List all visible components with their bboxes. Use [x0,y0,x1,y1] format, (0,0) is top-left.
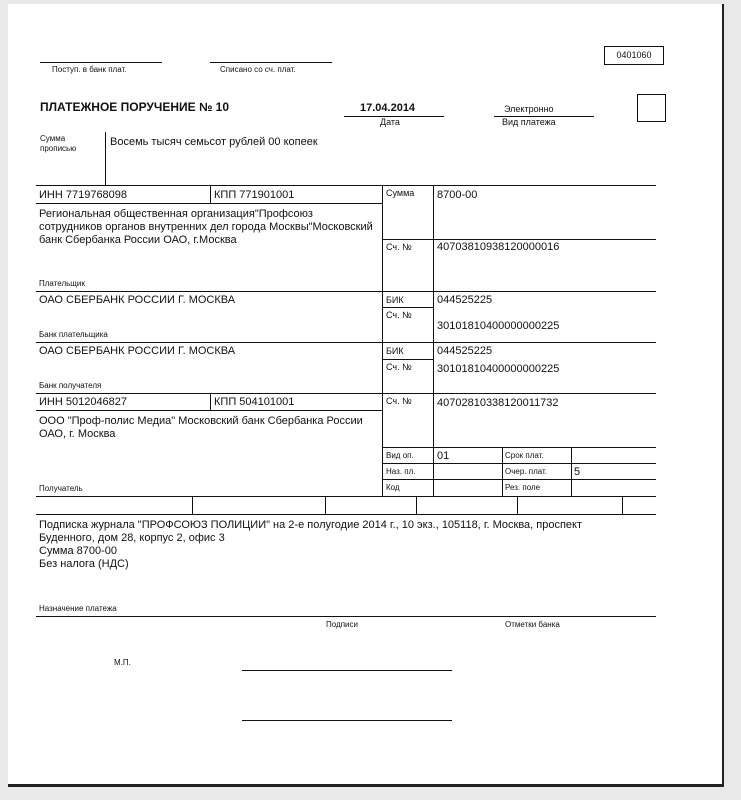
debited-label: Списано со сч. плат. [220,65,296,74]
payee-bank-bik-label: БИК [386,346,404,356]
payer-bank-label: Банк плательщика [39,330,108,339]
purpose-line-2: Буденного, дом 28, корпус 2, офис 3 [39,532,225,544]
payee-bank-name: ОАО СБЕРБАНК РОССИИ Г. МОСКВА [39,345,236,357]
received-label: Поступ. в банк плат. [52,65,127,74]
grid-line-287 [36,291,656,292]
grid-line-199 [36,203,382,204]
tax-vline-2 [325,496,326,514]
document-title: ПЛАТЕЖНОЕ ПОРУЧЕНИЕ № 10 [40,100,230,114]
payment-type-label: Вид платежа [502,117,556,127]
grid-line-475 [382,479,656,480]
purpose-code-label: Наз. пл. [386,467,416,476]
tax-vline-5 [622,496,623,514]
payer-bank-bik-label: БИК [386,295,404,305]
tax-vline-3 [416,496,417,514]
payer-bank-acc: 30101810400000000225 [437,320,560,332]
tax-vline-4 [517,496,518,514]
purpose-line-4: Без налога (НДС) [39,558,129,570]
grid-vline-425 [433,185,434,496]
code-label: Код [386,483,400,492]
payment-type-value: Электронно [504,104,554,114]
amount-value: 8700-00 [437,189,478,201]
grid-line-510 [36,514,656,515]
payee-bank-label: Банк получателя [39,381,102,390]
purpose-line-3: Сумма 8700-00 [39,545,117,557]
grid-vline-374 [382,185,383,496]
grid-vline-494 [502,447,503,496]
payee-account-value: 40702810338120011732 [437,397,559,409]
grid-line-355 [382,359,433,360]
amount-words-value: Восемь тысяч семьсот рублей 00 копеек [110,136,318,148]
payer-bank-acc-label: Сч. № [386,310,412,320]
amount-words-label-1: Сумма [40,134,66,143]
payer-bank-bik: 044525225 [437,294,493,306]
payee-name: ООО "Проф-полис Медиа" Московский банк Сбербанка России ОАО, г. Москва [39,415,363,440]
form-code: 0401060 [604,46,664,65]
grid-line-235 [382,239,656,240]
payer-account-value: 40703810938120000016 [437,241,560,253]
grid-vline-202a [210,185,211,203]
payee-bank-acc-label: Сч. № [386,362,412,372]
grid-line-406 [36,410,382,411]
signature-line-2 [242,720,452,721]
purpose-label: Назначение платежа [39,604,117,613]
grid-line-492 [36,496,656,497]
payee-kpp: КПП 504101001 [214,396,295,408]
amount-words-divider [105,132,106,185]
grid-vline-563 [571,447,572,496]
priority-label: Очер. плат. [505,467,548,476]
payee-account-label: Сч. № [386,396,412,406]
grid-vline-202b [210,393,211,410]
grid-line-459 [382,463,656,464]
empty-mark-box [637,94,666,122]
payer-name: Региональная общественная организация"Профсоюз сотрудников органов внутренних дел города Москвы"Московский банк Сбербанка России ОАО, г.Москва [39,208,373,246]
stamp-label: М.П. [114,658,131,667]
amount-words-label-2: прописью [40,144,77,153]
payer-bank-name: ОАО СБЕРБАНК РОССИИ Г. МОСКВА [39,294,236,306]
date-label: Дата [380,117,400,127]
payer-account-label: Сч. № [386,242,412,252]
payee-bank-acc: 30101810400000000225 [437,363,560,375]
tax-vline-1 [192,496,193,514]
grid-line-443 [382,447,656,448]
op-type-value: 01 [437,450,450,462]
grid-line-181 [36,185,656,186]
payee-bank-bik: 044525225 [437,345,493,357]
signatures-label: Подписи [326,620,358,629]
date-value: 17.04.2014 [360,102,416,114]
purpose-line-1: Подписка журнала "ПРОФСОЮЗ ПОЛИЦИИ" на 2-е полугодие 2014 г., 10 экз., 105118, г. Москва, проспект [39,519,583,531]
payer-kpp: КПП 771901001 [214,189,295,201]
received-line [40,62,162,63]
grid-line-303 [382,307,433,308]
debited-line [210,62,332,63]
payment-order-sheet [8,4,724,787]
payee-label: Получатель [39,484,83,493]
payee-inn: ИНН 5012046827 [39,396,128,408]
signature-line-1 [242,670,452,671]
priority-value: 5 [574,466,581,478]
bank-marks-label: Отметки банка [505,620,560,629]
op-type-label: Вид оп. [386,451,414,460]
purpose-bottom-line [36,616,656,617]
amount-label: Сумма [386,188,415,198]
payer-inn: ИНН 7719768098 [39,189,128,201]
payer-label: Плательщик [39,279,85,288]
term-label: Срок плат. [505,451,544,460]
reserve-label: Рез. поле [505,483,541,492]
grid-line-389 [36,393,656,394]
grid-line-338 [36,342,656,343]
